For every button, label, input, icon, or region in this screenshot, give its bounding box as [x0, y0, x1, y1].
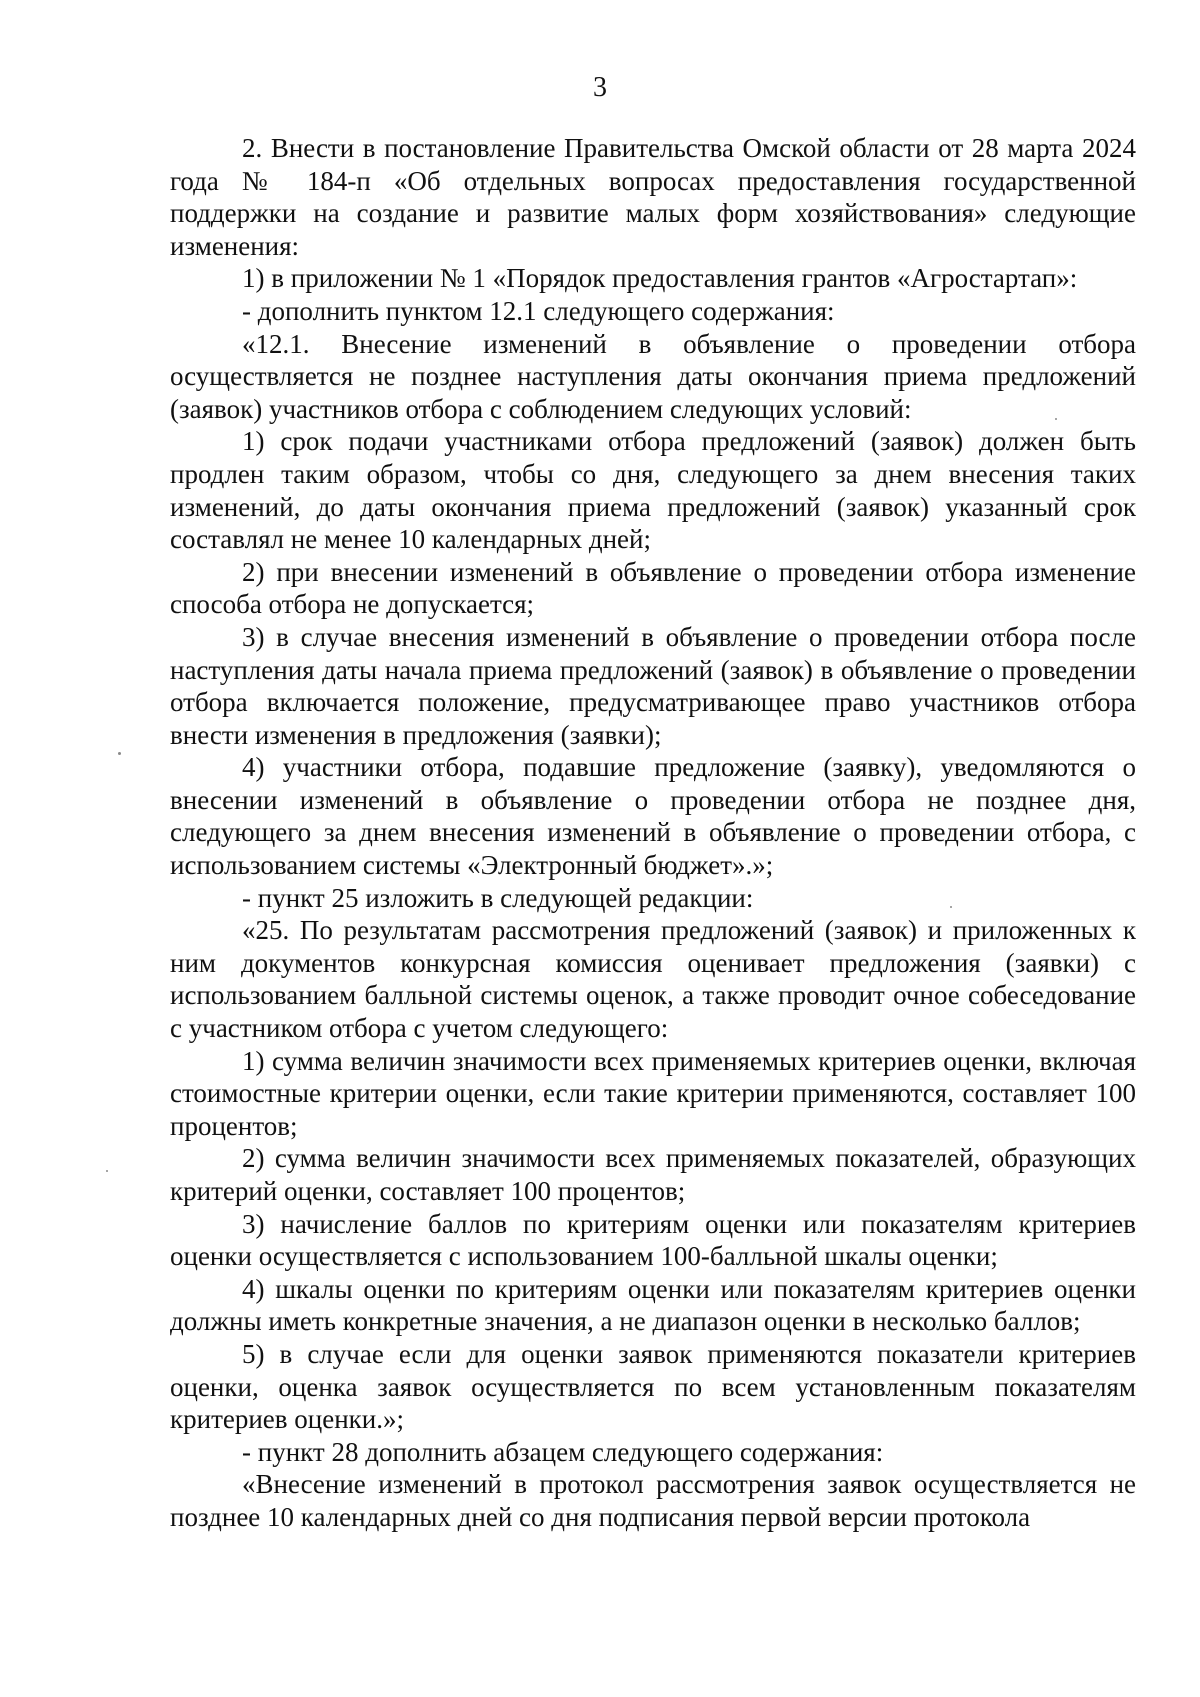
paragraph-condition-3: 3) в случае внесения изменений в объявление о проведении отбора после наступления даты начала приема предложений (заявок) в объявление о проведении отбора включается положение, предусматривающее право участников отбора внести изменения в предложения (заявки); — [170, 621, 1136, 750]
paragraph-criteria-1: 1) сумма величин значимости всех применяемых критериев оценки, включая стоимостные критерии оценки, если такие критерии применяются, составляет 100 процентов; — [170, 1045, 1136, 1141]
paragraph-item-25-intro: - пункт 25 изложить в следующей редакции: — [242, 882, 754, 913]
paragraph-item-12-1: «12.1. Внесение изменений в объявление о проведении отбора осуществляется не позднее наступления даты окончания приема предложений (заявок) участников отбора с соблюдением следующих условий: — [170, 328, 1136, 424]
paragraph-amendment-intro: 2. Внести в постановление Правительства Омской области от 28 марта 2024 года № 184-п «Об отдельных вопросах предоставления государственной поддержки на создание и развитие малых форм хозяйствования» следующие изменения: — [170, 133, 1136, 261]
paragraph-criteria-5: 5) в случае если для оценки заявок применяются показатели критериев оценки, оценка заявок осуществляется по всем установленным показателям критериев оценки.»; — [170, 1338, 1136, 1435]
paragraph-condition-2: 2) при внесении изменений в объявление о проведении отбора изменение способа отбора не допускается; — [170, 556, 1136, 620]
paragraph-item-28-intro: - пункт 28 дополнить абзацем следующего содержания: — [242, 1436, 884, 1467]
scan-speck — [106, 1170, 108, 1172]
paragraph-criteria-4: 4) шкалы оценки по критериям оценки или показателям критериев оценки должны иметь конкретные значения, а не диапазон оценки в несколько баллов; — [170, 1273, 1136, 1337]
paragraph-criteria-2: 2) сумма величин значимости всех применяемых показателей, образующих критерий оценки, составляет 100 процентов; — [170, 1143, 1136, 1206]
document-body — [170, 132, 1136, 1534]
paragraph-add-item-12-1: - дополнить пунктом 12.1 следующего содержания: — [242, 295, 835, 326]
paragraph-item-25: «25. По результатам рассмотрения предложений (заявок) и приложенных к ним документов конкурсная комиссия оценивает предложения (заявки) с использованием балльной системы оценок, а также проводит очное собеседование с участником отбора с учетом следующего: — [170, 915, 1136, 1044]
paragraph-criteria-3: 3) начисление баллов по критериям оценки или показателям критериев оценки осуществляется с использованием 100-балльной шкалы оценки; — [170, 1208, 1136, 1272]
scan-speck — [118, 752, 121, 755]
scan-speck — [1055, 418, 1057, 420]
page-number: 3 — [593, 72, 607, 103]
paragraph-appendix-1: 1) в приложении № 1 «Порядок предоставления грантов «Агростартап»: — [242, 263, 1078, 294]
paragraph-item-28: «Внесение изменений в протокол рассмотрения заявок осуществляется не позднее 10 календарных дней со дня подписания первой версии протокола — [170, 1469, 1136, 1532]
paragraph-condition-1: 1) срок подачи участниками отбора предложений (заявок) должен быть продлен таким образом, чтобы со дня, следующего за днем внесения таких изменений, до даты окончания приема предложений (заявок) указанный срок составлял не менее 10 календарных дней; — [170, 426, 1136, 555]
paragraph-condition-4: 4) участники отбора, подавшие предложение (заявку), уведомляются о внесении изменений в объявление о проведении отбора не позднее дня, следующего за днем внесения изменений в объявление о проведении отбора, с использованием системы «Электронный бюджет».»; — [170, 752, 1136, 881]
scan-speck — [950, 906, 952, 908]
